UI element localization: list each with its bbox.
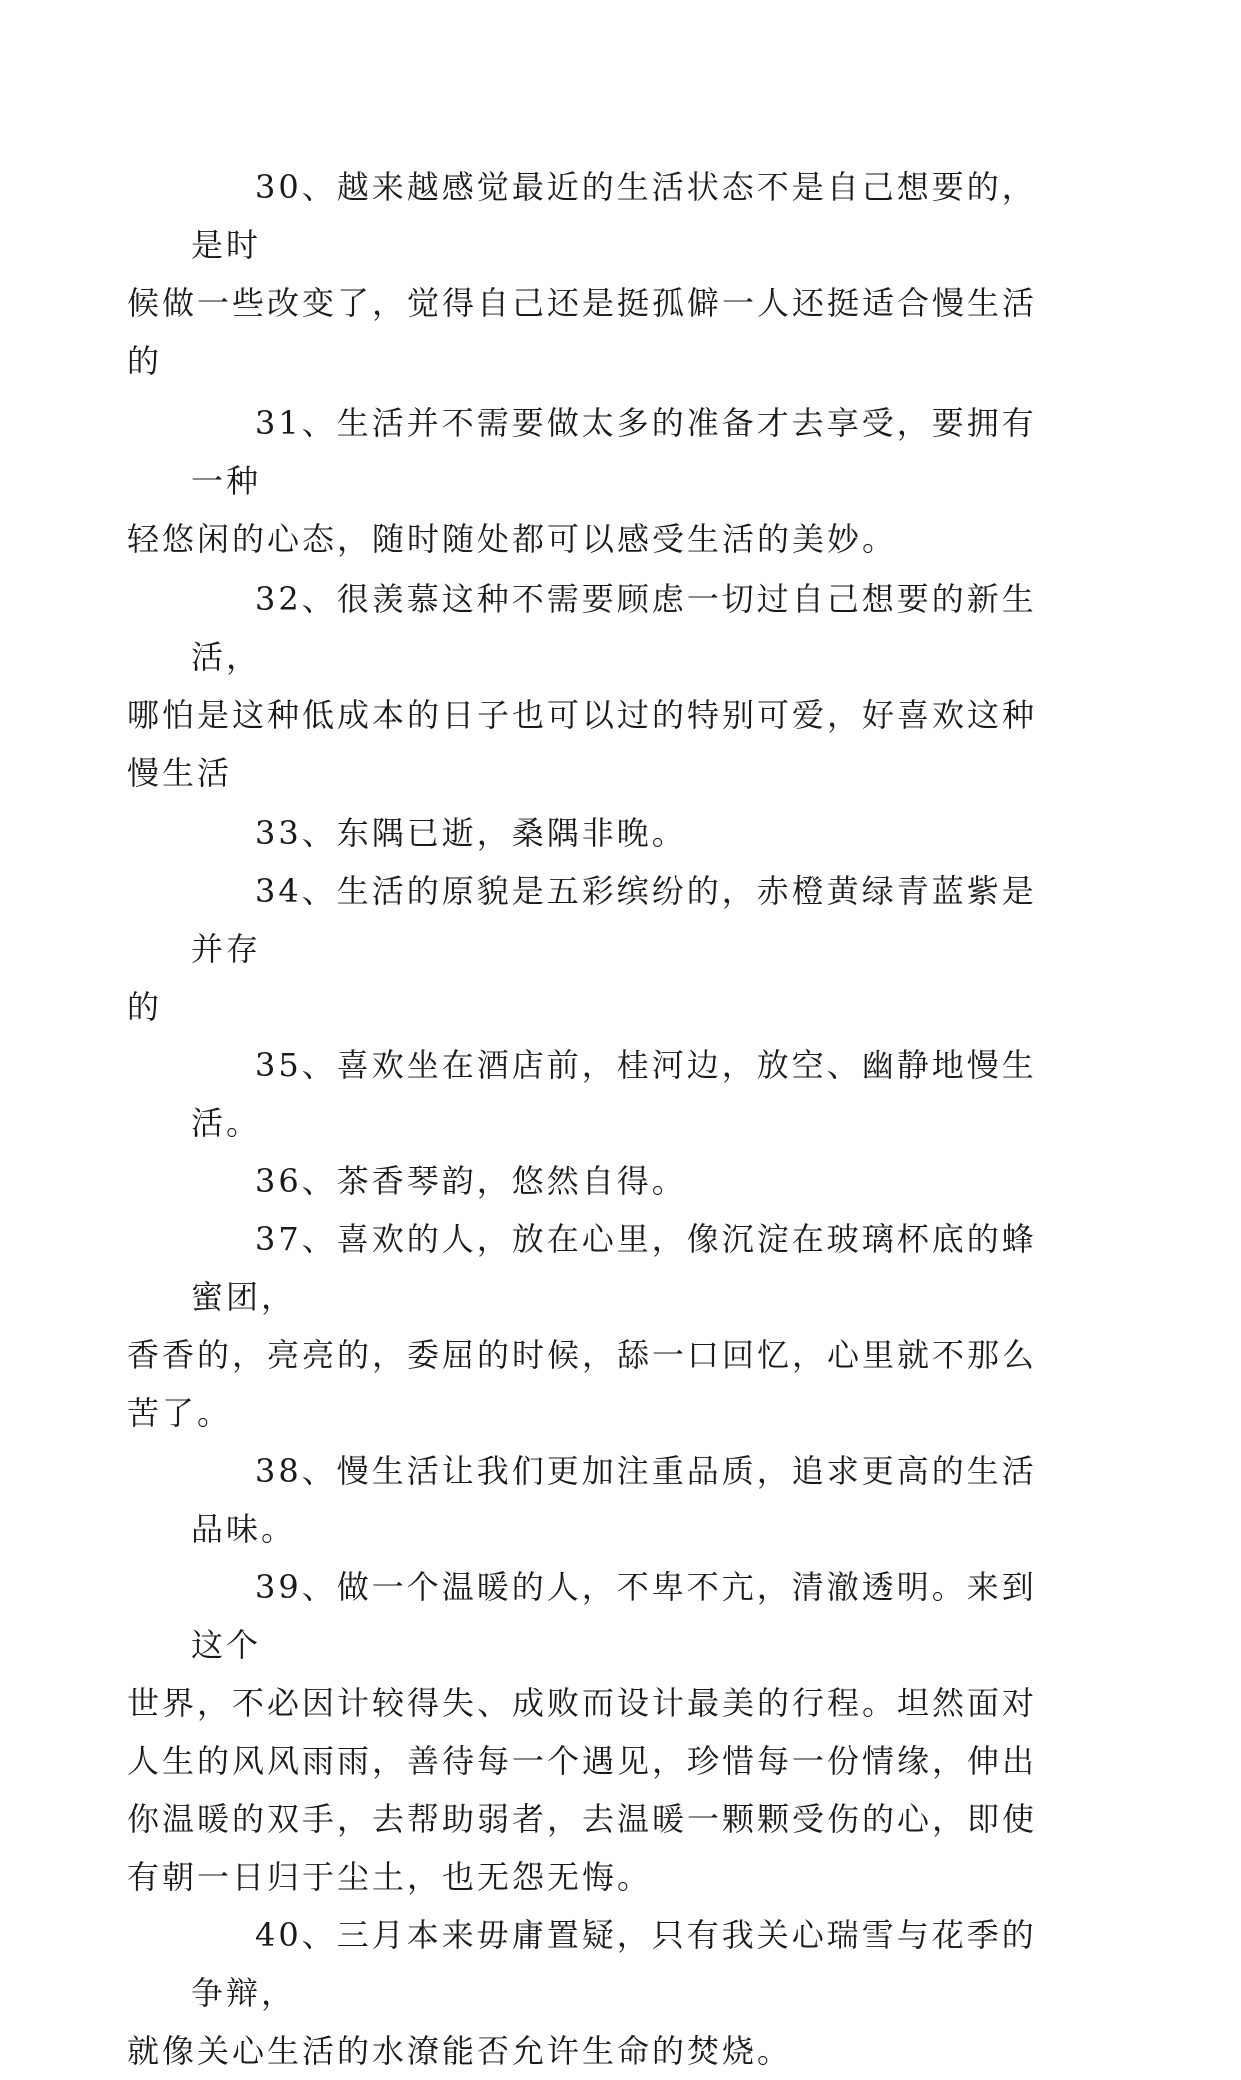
line: 31、生活并不需要做太多的准备才去享受，要拥有一种 <box>191 404 1037 500</box>
line: 哪怕是这种低成本的日子也可以过的特别可爱，好喜欢这种 <box>127 696 1038 734</box>
paragraph-32 <box>127 570 1057 802</box>
paragraph-35 <box>191 1036 1057 1152</box>
line: 33、东隅已逝，桑隅非晚。 <box>255 814 687 852</box>
line: 的 <box>127 342 163 380</box>
line: 32、很羡慕这种不需要顾虑一切过自己想要的新生活， <box>191 580 1037 676</box>
paragraph-30 <box>127 158 1057 390</box>
paragraph-36 <box>191 1152 1057 1210</box>
line: 苦了。 <box>127 1394 233 1432</box>
line: 37、喜欢的人，放在心里，像沉淀在玻璃杯底的蜂蜜团， <box>191 1220 1037 1316</box>
line: 香香的，亮亮的，委屈的时候，舔一口回忆，心里就不那么 <box>127 1336 1038 1374</box>
line: 轻悠闲的心态，随时随处都可以感受生活的美妙。 <box>127 520 898 558</box>
paragraph-33 <box>191 804 1057 862</box>
line: 39、做一个温暖的人，不卑不亢，清澈透明。来到这个 <box>191 1568 1037 1664</box>
line: 候做一些改变了，觉得自己还是挺孤僻一人还挺适合慢生活 <box>127 284 1038 322</box>
paragraph-40 <box>127 1906 1057 2080</box>
line: 就像关心生活的水潦能否允许生命的焚烧。 <box>127 2032 793 2070</box>
line: 人生的风风雨雨，善待每一个遇见，珍惜每一份情缘，伸出 <box>127 1742 1038 1780</box>
line: 你温暖的双手，去帮助弱者，去温暖一颗颗受伤的心，即使 <box>127 1800 1038 1838</box>
line: 38、慢生活让我们更加注重品质，追求更高的生活品味。 <box>191 1452 1037 1548</box>
line: 慢生活 <box>127 754 233 792</box>
paragraph-39 <box>127 1558 1057 1906</box>
paragraph-38 <box>191 1442 1057 1558</box>
line: 36、茶香琴韵，悠然自得。 <box>255 1162 687 1200</box>
line: 有朝一日归于尘土，也无怨无悔。 <box>127 1858 653 1896</box>
line: 40、三月本来毋庸置疑，只有我关心瑞雪与花季的争辩， <box>191 1916 1037 2012</box>
line: 世界，不必因计较得失、成败而设计最美的行程。坦然面对 <box>127 1684 1038 1722</box>
paragraph-31 <box>127 394 1057 568</box>
line: 35、喜欢坐在酒店前，桂河边，放空、幽静地慢生活。 <box>191 1046 1037 1142</box>
paragraph-37 <box>127 1210 1057 1442</box>
line: 34、生活的原貌是五彩缤纷的，赤橙黄绿青蓝紫是并存 <box>191 872 1037 968</box>
document-body <box>127 158 1057 2080</box>
line: 的 <box>127 988 163 1026</box>
line: 30、越来越感觉最近的生活状态不是自己想要的，是时 <box>191 168 1037 264</box>
paragraph-34 <box>127 862 1057 1036</box>
